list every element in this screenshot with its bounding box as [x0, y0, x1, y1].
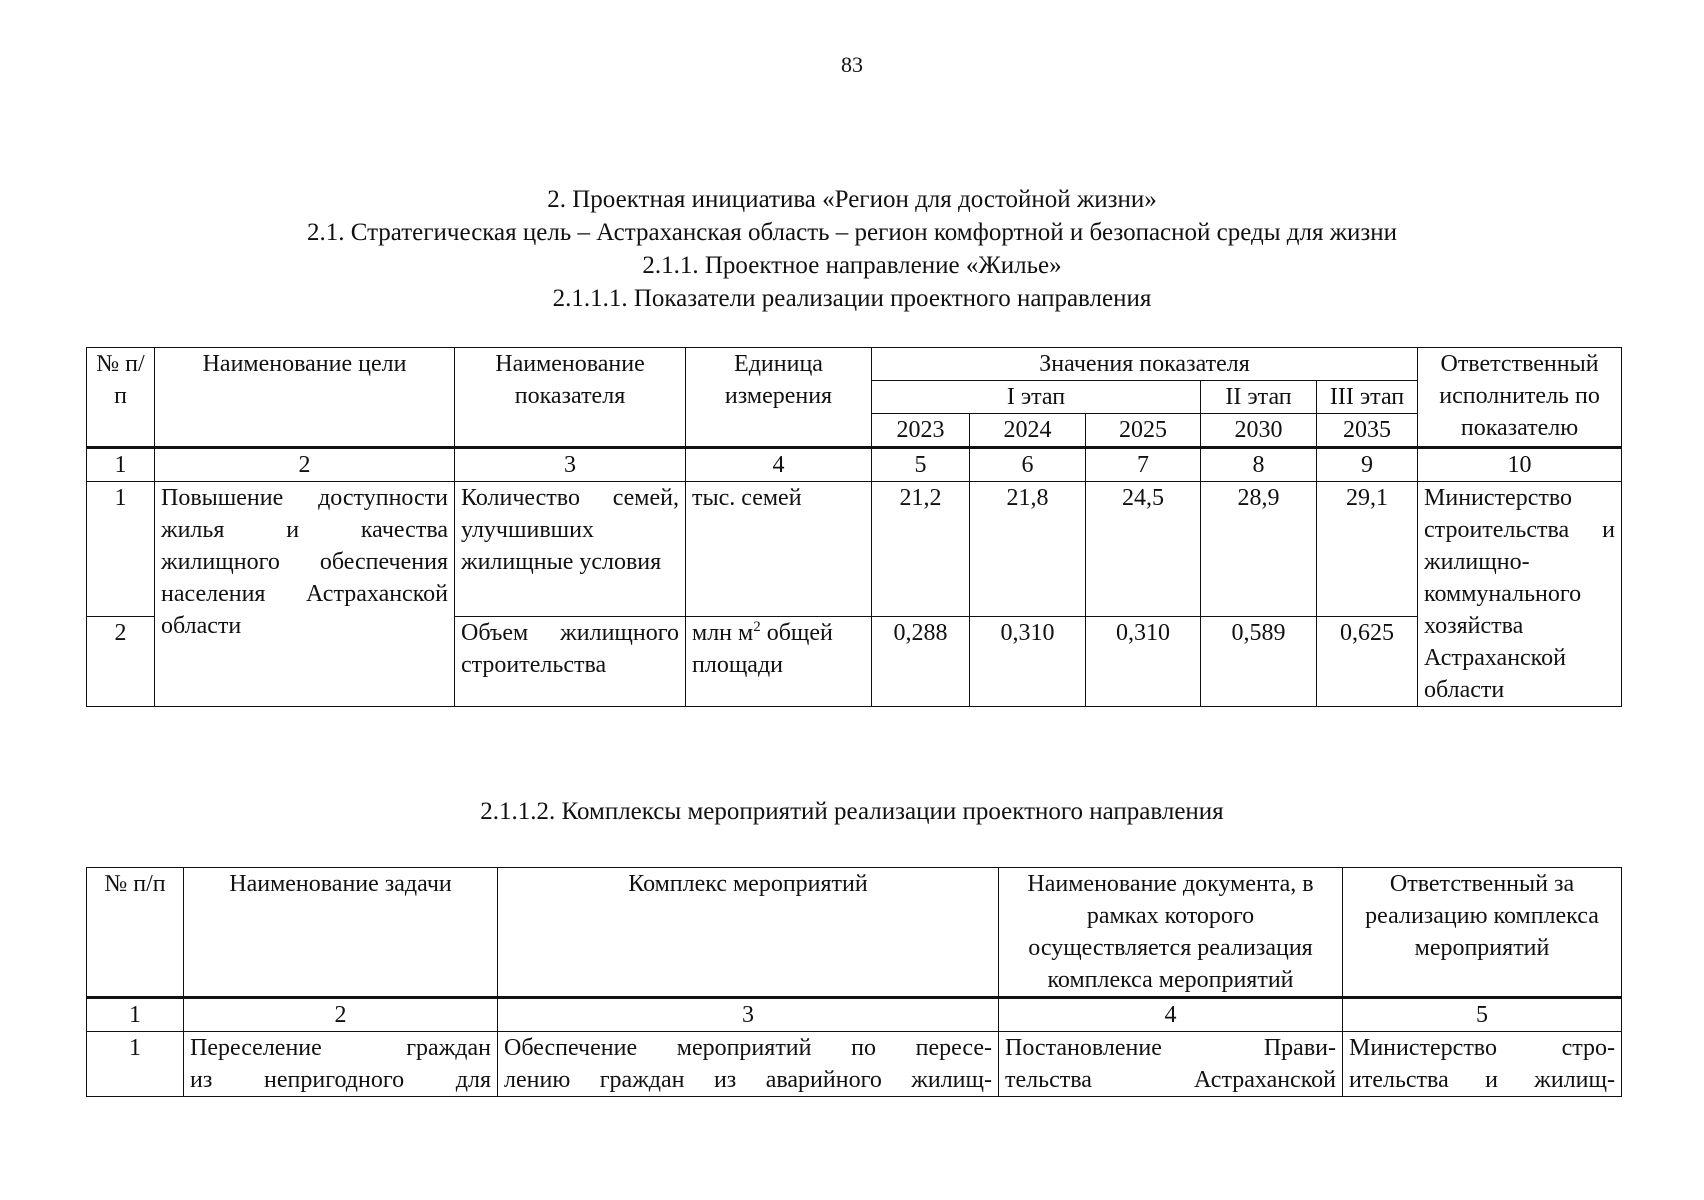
value-cell: 0,310 — [1086, 616, 1201, 706]
header-values: Значения показателя — [872, 348, 1418, 381]
unit-superscript: 2 — [753, 618, 761, 635]
header-document: Наименование документа, в рамках которого осуществляется реализация комплекса мероприятий — [999, 868, 1343, 998]
document-line: Постановление Прави- — [1005, 1035, 1336, 1061]
indicator-cell: Количество семей, улучшивших жилищные условия — [455, 482, 686, 617]
table-row — [87, 1032, 1622, 1097]
responsible-line: Министерство стро- — [1349, 1035, 1615, 1061]
unit-cell — [686, 616, 872, 706]
col-number: 4 — [999, 998, 1343, 1032]
value-cell: 29,1 — [1317, 482, 1418, 617]
unit-text: млн м — [692, 619, 754, 646]
indicators-table — [86, 347, 1622, 707]
complex-line: лению граждан из аварийного жилищ- — [504, 1067, 992, 1093]
row-number: 2 — [87, 616, 155, 706]
col-number: 4 — [686, 448, 872, 482]
col-number: 10 — [1418, 448, 1622, 482]
heading-initiative: 2. Проектная инициатива «Регион для достойной жизни» — [547, 186, 1157, 213]
col-number: 6 — [970, 448, 1086, 482]
table-row — [87, 482, 1622, 617]
goal-cell: Повышение доступности жилья и качества жилищного обеспечения населения Астраханской области — [155, 482, 455, 707]
heading-strategic-goal: 2.1. Стратегическая цель – Астраханская область – регион комфортной и безопасной среды для жизни — [306, 219, 1398, 246]
col-number: 5 — [1343, 998, 1622, 1032]
row-number: 1 — [87, 482, 155, 617]
value-cell: 28,9 — [1201, 482, 1317, 617]
column-number-row — [87, 998, 1622, 1032]
heading-direction: 2.1.1. Проектное направление «Жилье» — [642, 252, 1062, 279]
col-number: 2 — [184, 998, 498, 1032]
activities-table — [86, 867, 1622, 1097]
col-number: 8 — [1201, 448, 1317, 482]
col-number: 1 — [87, 448, 155, 482]
header-indicator: Наименование показателя — [455, 348, 686, 448]
header-unit: Единица измерения — [686, 348, 872, 448]
column-number-row — [87, 448, 1622, 482]
value-cell: 21,2 — [872, 482, 970, 617]
document-line: тельства Астраханской — [1005, 1067, 1336, 1093]
value-cell: 0,589 — [1201, 616, 1317, 706]
header-complex: Комплекс мероприятий — [498, 868, 999, 998]
document-cell — [999, 1032, 1343, 1097]
value-cell: 21,8 — [970, 482, 1086, 617]
header-year-2035: 2035 — [1317, 414, 1418, 448]
col-number: 7 — [1086, 448, 1201, 482]
col-number: 5 — [872, 448, 970, 482]
header-goal: Наименование цели — [155, 348, 455, 448]
heading-indicators: 2.1.1.1. Показатели реализации проектного направления — [552, 285, 1152, 312]
section-headings — [0, 183, 1704, 315]
header-year-2024: 2024 — [970, 414, 1086, 448]
row-number: 1 — [87, 1032, 184, 1097]
col-number: 1 — [87, 998, 184, 1032]
responsible-cell — [1343, 1032, 1622, 1097]
unit-text: общей площади — [692, 619, 833, 678]
header-responsible: Ответственный за реализацию комплекса мероприятий — [1343, 868, 1622, 998]
value-cell: 24,5 — [1086, 482, 1201, 617]
header-no: № п/п — [87, 868, 184, 998]
header-stage-3: III этап — [1317, 381, 1418, 414]
responsible-cell: Министерство строительства и жилищно-коммунального хозяйства Астраханской области — [1418, 482, 1622, 707]
col-number: 3 — [498, 998, 999, 1032]
value-cell: 0,310 — [970, 616, 1086, 706]
task-cell — [184, 1032, 498, 1097]
header-no: № п/п — [87, 348, 155, 448]
task-line: из непригодного для — [190, 1067, 491, 1093]
col-number: 3 — [455, 448, 686, 482]
unit-cell: тыс. семей — [686, 482, 872, 617]
header-stage-1: I этап — [872, 381, 1201, 414]
value-cell: 0,288 — [872, 616, 970, 706]
page-number: 83 — [841, 52, 863, 77]
heading-activities: 2.1.1.2. Комплексы мероприятий реализации проектного направления — [480, 798, 1224, 825]
value-cell: 0,625 — [1317, 616, 1418, 706]
indicator-cell: Объем жилищного строительства — [455, 616, 686, 706]
task-line: Переселение граждан — [190, 1035, 491, 1061]
header-task: Наименование задачи — [184, 868, 498, 998]
col-number: 2 — [155, 448, 455, 482]
header-stage-2: II этап — [1201, 381, 1317, 414]
complex-line: Обеспечение мероприятий по пересе- — [504, 1035, 992, 1061]
col-number: 9 — [1317, 448, 1418, 482]
header-year-2030: 2030 — [1201, 414, 1317, 448]
header-year-2023: 2023 — [872, 414, 970, 448]
header-year-2025: 2025 — [1086, 414, 1201, 448]
responsible-line: ительства и жилищ- — [1349, 1067, 1615, 1093]
header-responsible: Ответственный исполнитель по показателю — [1418, 348, 1622, 448]
complex-cell — [498, 1032, 999, 1097]
